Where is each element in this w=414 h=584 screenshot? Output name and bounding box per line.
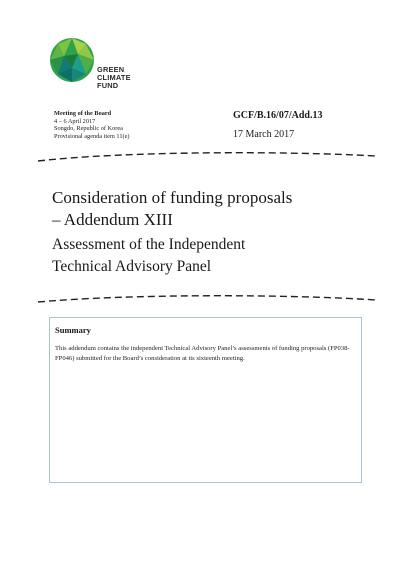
summary-box <box>49 317 362 483</box>
meeting-name: Meeting of the Board <box>54 110 112 117</box>
logo-line: GREEN <box>97 65 125 74</box>
logo-line: FUND <box>97 81 119 90</box>
summary-heading: Summary <box>55 325 91 335</box>
agenda-item: Provisional agenda item 11(e) <box>54 132 130 140</box>
document-reference: GCF/B.16/07/Add.13 <box>233 110 323 121</box>
page-subtitle-line1: Assessment of the Independent <box>52 236 246 253</box>
document-date: 17 March 2017 <box>233 129 295 140</box>
logo-line: CLIMATE <box>97 73 131 82</box>
wave-divider-top <box>36 148 378 164</box>
meeting-info <box>54 110 129 140</box>
page-title-line1: Consideration of funding proposals <box>52 188 293 207</box>
summary-text: This addendum contains the independent Technical Advisory Panel’s assessments of funding proposals (FP038-FP046) submitted for the Board’s consideration at its sixteenth meeting. <box>55 345 350 362</box>
page-subtitle-line2: Technical Advisory Panel <box>52 258 212 275</box>
meeting-location: Songdo, Republic of Korea <box>54 125 123 133</box>
meeting-dates: 4 – 6 April 2017 <box>54 117 96 125</box>
green-climate-fund-logo-icon <box>48 36 100 88</box>
logo-wordmark <box>97 66 131 90</box>
wave-divider-bottom <box>36 292 378 308</box>
page-title-line2: – Addendum XIII <box>52 210 173 229</box>
